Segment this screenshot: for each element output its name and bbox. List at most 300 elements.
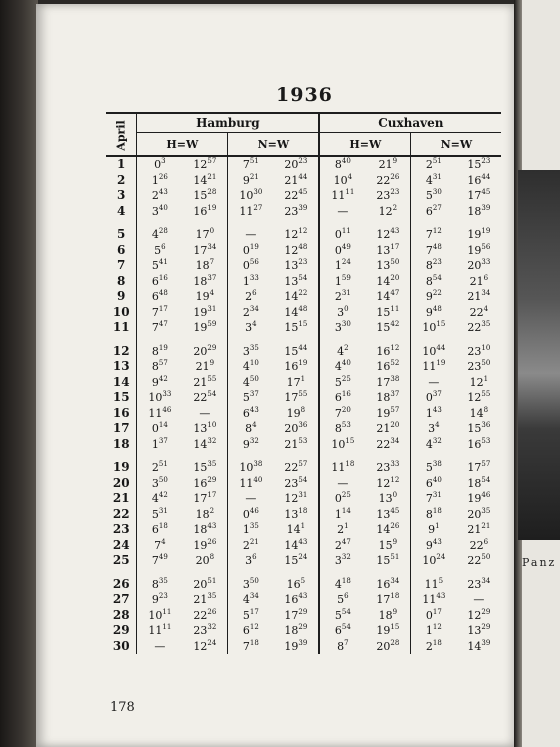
time-hour: 12: [467, 391, 482, 404]
tide-time-cell: [411, 639, 457, 655]
time-hour: 2: [242, 538, 250, 552]
time-hour: 11: [148, 406, 163, 420]
tide-table: [106, 112, 501, 654]
spacer-cell: [106, 219, 137, 227]
tide-time-cell: [319, 460, 365, 476]
tide-time-cell: [228, 538, 274, 554]
time-hour: 8: [425, 507, 433, 521]
time-hour: —: [199, 406, 211, 420]
time-hour: 7: [151, 305, 159, 319]
time-minute: 39: [481, 203, 491, 212]
time-minute: 1: [300, 374, 306, 383]
time-minute: 46: [162, 405, 172, 414]
tide-time-cell: [182, 188, 228, 204]
time-minute: 22: [432, 289, 442, 297]
time-hour: 19: [467, 492, 482, 505]
tide-time-cell: [365, 406, 411, 422]
time-hour: 4: [242, 593, 250, 606]
tide-time-cell: [273, 577, 319, 593]
time-hour: 12: [376, 228, 391, 241]
table-row: [106, 320, 501, 336]
time-hour: 21: [376, 422, 391, 435]
tide-time-cell: [319, 320, 365, 336]
time-hour: 7: [151, 321, 159, 334]
tide-time-cell: [319, 577, 365, 593]
time-hour: 5: [242, 391, 250, 404]
time-minute: 20: [390, 273, 400, 282]
table-row: [106, 188, 501, 204]
spacer-cell: [411, 219, 457, 227]
time-hour: 13: [376, 243, 391, 257]
time-minute: 20: [390, 421, 400, 429]
time-minute: 35: [207, 592, 217, 600]
tide-time-cell: [182, 204, 228, 220]
time-hour: 15: [284, 321, 299, 334]
tide-time-cell: [456, 476, 501, 492]
table-row: [106, 344, 501, 360]
tide-time-cell: [365, 258, 411, 274]
time-minute: 17: [207, 491, 217, 499]
time-minute: 54: [298, 273, 308, 282]
tide-time-cell: [411, 359, 457, 375]
time-hour: 23: [467, 360, 482, 373]
time-minute: 47: [390, 289, 400, 297]
time-hour: 10: [239, 461, 254, 474]
day-number: 2: [106, 173, 137, 189]
time-minute: 16: [158, 273, 168, 282]
tide-time-cell: [411, 460, 457, 476]
time-minute: 18: [249, 638, 259, 647]
tide-time-cell: [411, 623, 457, 639]
time-minute: 15: [298, 320, 308, 328]
day-number: 24: [106, 538, 137, 554]
time-minute: 50: [249, 576, 259, 585]
tide-time-cell: [273, 553, 319, 569]
tide-time-cell: [319, 204, 365, 220]
tide-time-cell: [411, 320, 457, 336]
time-minute: 33: [249, 273, 259, 282]
time-minute: 34: [390, 436, 400, 445]
day-number: 1: [106, 156, 137, 173]
time-minute: 19: [207, 203, 217, 212]
time-hour: 19: [193, 538, 208, 552]
time-minute: 16: [341, 390, 351, 398]
facing-page-caption: Panz: [522, 556, 557, 569]
time-hour: 15: [467, 422, 482, 435]
time-hour: 17: [286, 375, 301, 389]
time-hour: 18: [467, 476, 482, 490]
tide-time-cell: [273, 608, 319, 624]
time-minute: 54: [341, 623, 351, 631]
tide-time-cell: [411, 258, 457, 274]
tide-time-cell: [319, 491, 365, 507]
time-hour: 4: [337, 344, 345, 358]
time-minute: 18: [298, 506, 308, 515]
spacer-cell: [411, 569, 457, 577]
tide-time-cell: [273, 305, 319, 321]
time-hour: 2: [151, 189, 159, 202]
time-hour: 19: [467, 243, 482, 257]
time-minute: 26: [207, 537, 217, 546]
time-hour: 17: [193, 492, 208, 505]
time-hour: 3: [245, 321, 253, 334]
spacer-cell: [319, 336, 365, 344]
tide-time-cell: [319, 623, 365, 639]
day-number: 16: [106, 406, 137, 422]
time-minute: 18: [341, 576, 351, 585]
time-hour: 1: [334, 507, 342, 521]
time-hour: 11: [331, 189, 346, 202]
time-hour: 7: [242, 639, 250, 653]
tide-time-cell: [228, 460, 274, 476]
tide-time-cell: [456, 538, 501, 554]
time-hour: 11: [331, 461, 346, 474]
tide-time-cell: [365, 320, 411, 336]
time-hour: 5: [337, 593, 345, 606]
table-row: [106, 204, 501, 220]
table-row: [106, 227, 501, 243]
day-number: 26: [106, 577, 137, 593]
spacer-cell: [273, 569, 319, 577]
time-hour: 9: [242, 437, 250, 451]
time-minute: 6: [344, 592, 349, 600]
time-hour: 19: [193, 321, 208, 334]
time-hour: 23: [193, 624, 208, 637]
time-hour: 14: [376, 290, 391, 303]
tide-time-cell: [137, 305, 183, 321]
tide-time-cell: [319, 522, 365, 538]
tide-time-cell: [182, 507, 228, 523]
time-hour: 21: [284, 437, 299, 451]
day-number: 6: [106, 243, 137, 259]
time-minute: 23: [298, 157, 308, 165]
time-hour: 14: [467, 639, 482, 653]
time-hour: —: [337, 476, 349, 490]
table-row: [106, 390, 501, 406]
time-minute: 29: [481, 623, 491, 631]
time-hour: 5: [151, 259, 159, 272]
time-hour: 19: [376, 624, 391, 637]
time-hour: 17: [467, 461, 482, 474]
time-minute: 12: [432, 623, 442, 631]
tide-time-cell: [365, 243, 411, 259]
spacer-cell: [319, 569, 365, 577]
tide-time-cell: [228, 258, 274, 274]
time-minute: 19: [436, 359, 446, 367]
tide-time-cell: [137, 173, 183, 189]
time-hour: 12: [467, 608, 482, 622]
tide-time-cell: [319, 437, 365, 453]
table-row: [106, 639, 501, 655]
tide-time-cell: [456, 359, 501, 375]
tide-time-cell: [456, 592, 501, 608]
time-minute: 43: [249, 405, 259, 414]
time-hour: 1: [151, 173, 159, 187]
table-row: [106, 522, 501, 538]
time-minute: 59: [341, 273, 351, 282]
spacer-cell: [182, 336, 228, 344]
time-minute: 24: [207, 638, 217, 647]
time-hour: 15: [376, 554, 391, 567]
time-hour: 10: [422, 554, 437, 567]
time-minute: 11: [162, 623, 172, 631]
time-hour: 17: [376, 593, 391, 606]
time-hour: 4: [425, 173, 433, 187]
time-hour: 12: [284, 492, 299, 505]
table-row: [106, 507, 501, 523]
time-hour: 14: [193, 173, 208, 187]
time-minute: 51: [249, 157, 259, 165]
time-minute: 21: [207, 172, 217, 181]
time-hour: 0: [242, 507, 250, 521]
time-minute: 23: [432, 258, 442, 266]
time-hour: 15: [376, 321, 391, 334]
time-minute: 53: [481, 436, 491, 445]
time-hour: 14: [376, 274, 391, 288]
spacer-cell: [228, 336, 274, 344]
time-minute: 21: [249, 172, 259, 181]
tide-time-cell: [365, 375, 411, 391]
time-minute: 15: [345, 436, 355, 445]
time-hour: 8: [334, 158, 342, 171]
tide-time-cell: [273, 592, 319, 608]
time-hour: 12: [284, 243, 299, 257]
time-minute: 31: [432, 491, 442, 499]
tide-time-cell: [365, 553, 411, 569]
time-minute: 43: [298, 592, 308, 600]
tide-time-cell: [273, 538, 319, 554]
tide-time-cell: [182, 305, 228, 321]
time-minute: 3: [161, 157, 166, 165]
tide-time-cell: [365, 507, 411, 523]
time-hour: 7: [425, 228, 433, 241]
spacer-cell: [137, 569, 183, 577]
time-minute: 34: [249, 592, 259, 600]
table-row: [106, 243, 501, 259]
time-minute: 38: [253, 460, 263, 468]
time-hour: 4: [242, 375, 250, 389]
time-minute: 26: [158, 172, 168, 181]
time-minute: 12: [432, 227, 442, 235]
time-minute: 25: [341, 374, 351, 383]
tide-time-cell: [182, 156, 228, 173]
tide-time-cell: [365, 188, 411, 204]
tide-time-cell: [365, 608, 411, 624]
time-minute: 9: [392, 607, 398, 616]
time-hour: 9: [425, 305, 433, 319]
tide-time-cell: [182, 437, 228, 453]
time-hour: 3: [428, 422, 436, 435]
time-hour: 20: [193, 577, 208, 591]
tide-time-cell: [228, 227, 274, 243]
time-hour: 4: [425, 437, 433, 451]
time-hour: 8: [425, 274, 433, 288]
time-minute: 32: [207, 436, 217, 445]
time-minute: 50: [481, 553, 491, 561]
tide-time-cell: [137, 406, 183, 422]
time-minute: 40: [253, 475, 263, 484]
time-minute: 19: [249, 242, 259, 251]
tide-time-cell: [137, 188, 183, 204]
time-minute: 10: [481, 343, 491, 352]
time-minute: 41: [158, 258, 168, 266]
time-minute: 8: [209, 553, 215, 561]
tide-time-cell: [273, 623, 319, 639]
time-minute: 0: [344, 304, 349, 313]
tide-time-cell: [411, 406, 457, 422]
time-minute: 36: [298, 421, 308, 429]
time-hour: 0: [154, 158, 162, 171]
tide-time-cell: [411, 390, 457, 406]
time-minute: 4: [347, 172, 353, 181]
time-minute: 33: [162, 390, 172, 398]
location-header-hamburg: Hamburg: [137, 113, 320, 133]
time-minute: 23: [298, 258, 308, 266]
time-hour: 4: [334, 360, 342, 373]
time-minute: 40: [341, 157, 351, 165]
tide-time-cell: [137, 204, 183, 220]
tide-time-cell: [228, 592, 274, 608]
tide-time-cell: [456, 375, 501, 391]
tide-time-cell: [228, 188, 274, 204]
tide-time-cell: [273, 258, 319, 274]
tide-time-cell: [273, 639, 319, 655]
time-hour: 8: [151, 344, 159, 358]
tide-time-cell: [456, 320, 501, 336]
time-minute: 49: [158, 553, 168, 561]
spacer-cell: [411, 452, 457, 460]
spacer-cell: [182, 219, 228, 227]
time-hour: 1: [242, 523, 250, 536]
tide-time-cell: [273, 289, 319, 305]
time-minute: 2: [344, 343, 349, 352]
time-hour: 9: [428, 523, 436, 536]
book-spine-left: [0, 0, 38, 747]
time-hour: 7: [151, 554, 159, 567]
time-minute: 48: [298, 304, 308, 313]
time-minute: 11: [390, 304, 400, 313]
time-minute: 24: [341, 258, 351, 266]
tide-time-cell: [273, 359, 319, 375]
tide-time-cell: [137, 243, 183, 259]
tide-time-cell: [365, 344, 411, 360]
tide-time-cell: [456, 507, 501, 523]
table-row: [106, 274, 501, 290]
tide-time-cell: [411, 592, 457, 608]
time-hour: 2: [337, 523, 345, 536]
time-minute: 45: [298, 188, 308, 196]
row-spacer: [106, 452, 501, 460]
spacer-cell: [319, 219, 365, 227]
time-hour: 14: [284, 305, 299, 319]
time-hour: 19: [193, 305, 208, 319]
month-label: April: [114, 119, 128, 151]
time-hour: 13: [376, 259, 391, 272]
time-hour: 3: [242, 344, 250, 358]
tide-time-cell: [319, 538, 365, 554]
time-hour: 21: [195, 360, 210, 373]
tide-time-cell: [137, 289, 183, 305]
tide-time-cell: [182, 227, 228, 243]
tide-table-body: [106, 156, 501, 654]
tide-time-cell: [365, 390, 411, 406]
time-hour: 16: [286, 577, 301, 591]
tide-time-cell: [228, 553, 274, 569]
time-minute: 43: [390, 227, 400, 235]
row-spacer: [106, 569, 501, 577]
time-minute: 34: [481, 576, 491, 585]
time-minute: 43: [207, 522, 217, 530]
time-minute: 39: [481, 638, 491, 647]
time-hour: 4: [242, 360, 250, 373]
time-minute: 39: [298, 638, 308, 647]
tide-time-cell: [411, 577, 457, 593]
tide-time-cell: [137, 491, 183, 507]
tide-time-cell: [273, 375, 319, 391]
table-row: [106, 623, 501, 639]
time-minute: 57: [207, 157, 217, 165]
tide-time-cell: [411, 274, 457, 290]
time-minute: 6: [161, 242, 166, 251]
time-minute: 34: [207, 242, 217, 251]
time-minute: 55: [298, 390, 308, 398]
time-hour: 22: [469, 305, 484, 319]
day-number: 27: [106, 592, 137, 608]
tide-time-cell: [456, 437, 501, 453]
time-hour: 17: [195, 228, 210, 241]
time-hour: 21: [193, 375, 208, 389]
tide-time-cell: [365, 491, 411, 507]
tide-time-cell: [456, 258, 501, 274]
tide-time-cell: [319, 227, 365, 243]
time-hour: 7: [154, 538, 162, 552]
time-hour: 8: [337, 639, 345, 653]
time-minute: 34: [390, 576, 400, 585]
time-hour: 1: [425, 406, 433, 420]
time-minute: 11: [162, 607, 172, 616]
time-hour: 16: [193, 204, 208, 218]
time-minute: 34: [249, 304, 259, 313]
day-number: 5: [106, 227, 137, 243]
table-row: [106, 592, 501, 608]
time-minute: 57: [390, 405, 400, 414]
time-hour: 16: [193, 476, 208, 490]
tide-time-cell: [137, 476, 183, 492]
time-minute: 30: [432, 188, 442, 196]
tide-time-cell: [456, 553, 501, 569]
time-hour: 15: [376, 305, 391, 319]
time-hour: 0: [334, 228, 342, 241]
tide-time-cell: [182, 623, 228, 639]
time-minute: 48: [158, 289, 168, 297]
time-minute: 37: [249, 390, 259, 398]
tide-time-cell: [182, 258, 228, 274]
time-minute: 23: [481, 157, 491, 165]
time-minute: 2: [209, 506, 215, 515]
time-hour: 23: [376, 461, 391, 474]
tide-time-cell: [273, 320, 319, 336]
row-spacer: [106, 219, 501, 227]
time-minute: 51: [432, 157, 442, 165]
tide-time-cell: [319, 421, 365, 437]
time-minute: 6: [483, 273, 489, 282]
time-hour: 0: [425, 391, 433, 404]
time-hour: 10: [148, 391, 163, 404]
time-minute: 42: [390, 320, 400, 328]
tide-time-cell: [319, 553, 365, 569]
facing-page: [514, 0, 560, 747]
time-minute: 17: [432, 607, 442, 616]
